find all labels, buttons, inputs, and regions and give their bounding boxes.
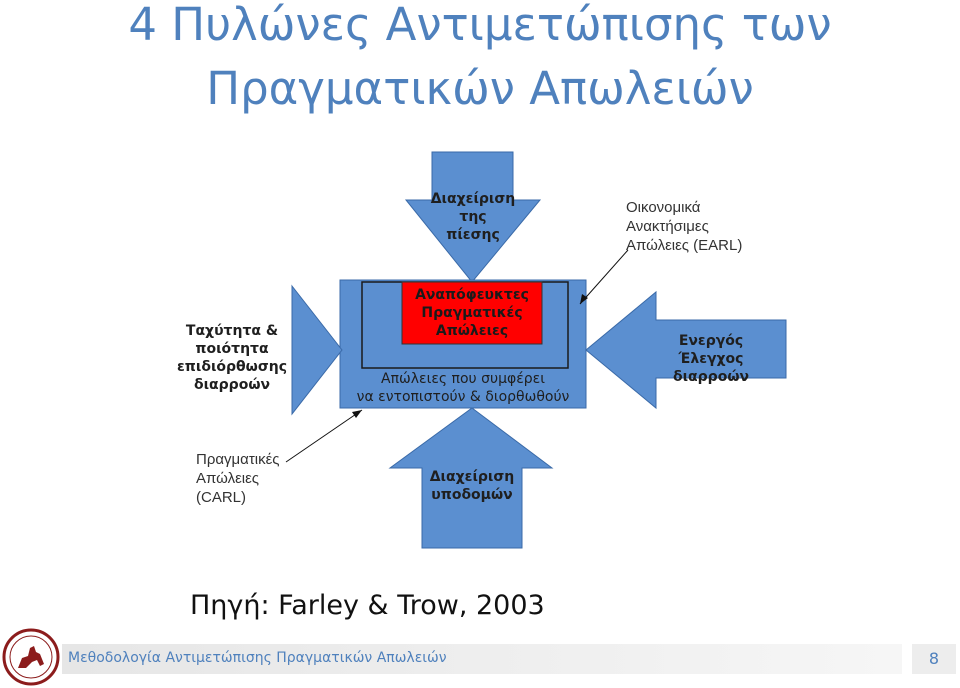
- bottom-arrow-label: [422, 468, 522, 504]
- carl-callout-arrowhead: [352, 410, 362, 418]
- left-arrow-label-line: διαρροών: [193, 377, 271, 393]
- footer-course-title: Μεθοδολογία Αντιμετώπισης Πραγματικών Απωλειών: [68, 650, 447, 666]
- top-arrow-label: [420, 190, 526, 244]
- top-arrow-label-line: της: [459, 209, 487, 225]
- red-box-label-line: Αναπόφευκτες: [415, 287, 529, 303]
- middle-box-label: [344, 370, 582, 406]
- earl-callout: [626, 198, 742, 255]
- earl-callout-line-text: Ανακτήσιμες: [626, 218, 709, 235]
- right-arrow-label: [646, 332, 776, 386]
- bottom-arrow-label-line: υποδομών: [431, 487, 513, 503]
- carl-callout-line: [286, 410, 362, 462]
- red-box-label: [402, 286, 542, 340]
- right-arrow-label-line: Ενεργός Έλεγχος: [678, 333, 744, 367]
- earl-callout-line: [580, 250, 628, 304]
- university-emblem-icon: [2, 628, 60, 686]
- page-title-line-2: Πραγματικών Απωλειών: [206, 62, 754, 115]
- middle-box-label-line: να εντοπιστούν & διορθωθούν: [356, 389, 570, 405]
- carl-callout: [196, 450, 280, 507]
- left-arrow-label-line: επιδιόρθωσης: [177, 359, 287, 375]
- middle-box-label-line: Απώλειες που συμφέρει: [381, 371, 545, 387]
- earl-callout-line-text: Οικονομικά: [626, 199, 701, 216]
- left-arrow-label-line: Ταχύτητα & ποιότητα: [185, 323, 279, 357]
- page-title-line-1: 4 Πυλώνες Αντιμετώπισης των: [128, 0, 832, 51]
- carl-callout-line-text: Πραγματικές: [196, 451, 280, 468]
- red-box-label-line: Απώλειες: [435, 323, 509, 339]
- source-citation: Πηγή: Farley & Trow, 2003: [190, 590, 545, 621]
- top-arrow-label-line: πίεσης: [446, 227, 500, 243]
- carl-callout-line-text: Απώλειες: [196, 470, 260, 487]
- carl-callout-line-text: (CARL): [196, 489, 247, 506]
- red-box-label-line: Πραγματικές: [421, 305, 523, 321]
- page-number: 8: [912, 644, 956, 674]
- left-arrow-label: [150, 322, 314, 394]
- earl-callout-line-text: Απώλειες (EARL): [626, 237, 743, 254]
- right-arrow-label-line: διαρροών: [672, 369, 750, 385]
- bottom-arrow-label-line: Διαχείριση: [429, 469, 515, 485]
- top-arrow-label-line: Διαχείριση: [430, 191, 516, 207]
